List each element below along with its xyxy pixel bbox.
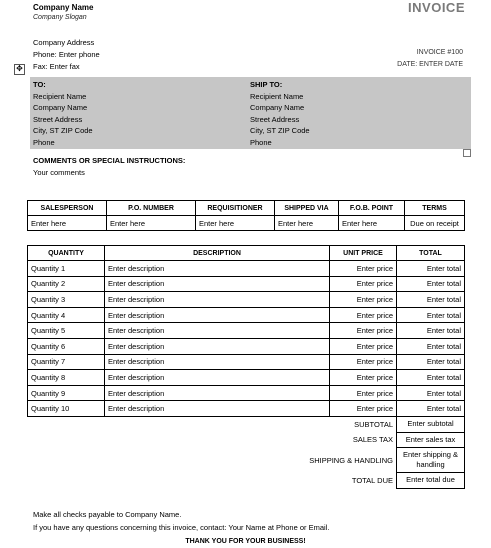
totals-row bbox=[28, 416, 465, 432]
terms-cell[interactable]: Due on receipt bbox=[405, 216, 465, 231]
description-cell[interactable]: Enter description bbox=[105, 401, 330, 417]
invoice-number[interactable]: INVOICE #100 bbox=[416, 49, 463, 56]
company-address[interactable]: Company Address bbox=[33, 38, 95, 47]
company-slogan[interactable]: Company Slogan bbox=[33, 14, 87, 21]
ship-to-block[interactable] bbox=[250, 79, 310, 149]
quantity-cell[interactable]: Quantity 5 bbox=[28, 323, 105, 339]
table-row bbox=[28, 401, 465, 417]
footer-contact-line[interactable]: If you have any questions concerning this invoice, contact: Your Name at Phone or Email. bbox=[33, 522, 330, 532]
company-fax[interactable]: Fax: Enter fax bbox=[33, 62, 80, 71]
unit-price-cell[interactable]: Enter price bbox=[330, 276, 397, 292]
footer-checks-line[interactable]: Make all checks payable to Company Name. bbox=[33, 510, 182, 519]
description-cell[interactable]: Enter description bbox=[105, 370, 330, 386]
total-cell[interactable]: Enter total bbox=[397, 354, 465, 370]
col-salesperson: SALESPERSON bbox=[28, 201, 107, 216]
table-row bbox=[28, 323, 465, 339]
company-name[interactable]: Company Name bbox=[33, 3, 94, 12]
totals-row bbox=[28, 448, 465, 473]
to-recipient[interactable]: Recipient Name bbox=[33, 91, 87, 101]
order-info-value-row bbox=[28, 216, 465, 231]
col-terms: TERMS bbox=[405, 201, 465, 216]
table-row bbox=[28, 354, 465, 370]
totals-label: TOTAL DUE bbox=[351, 475, 393, 485]
quantity-cell[interactable]: Quantity 4 bbox=[28, 307, 105, 323]
requisitioner-cell[interactable]: Enter here bbox=[196, 216, 275, 231]
order-info-table bbox=[27, 200, 465, 231]
unit-price-cell[interactable]: Enter price bbox=[330, 401, 397, 417]
totals-spacer bbox=[28, 448, 105, 473]
invoice-info bbox=[397, 47, 463, 70]
table-row bbox=[28, 276, 465, 292]
unit-price-cell[interactable]: Enter price bbox=[330, 323, 397, 339]
comments-label: COMMENTS OR SPECIAL INSTRUCTIONS: bbox=[33, 156, 186, 165]
total-cell[interactable]: Enter total bbox=[397, 385, 465, 401]
totals-row bbox=[28, 473, 465, 489]
comments-text[interactable]: Your comments bbox=[33, 168, 85, 177]
table-row bbox=[28, 292, 465, 308]
to-city[interactable]: City, ST ZIP Code bbox=[33, 126, 93, 136]
unit-price-cell[interactable]: Enter price bbox=[330, 261, 397, 277]
total-cell[interactable]: Enter total bbox=[397, 338, 465, 354]
quantity-cell[interactable]: Quantity 1 bbox=[28, 261, 105, 277]
invoice-title: INVOICE bbox=[408, 0, 465, 15]
col-fob-point: F.O.B. POINT bbox=[339, 201, 405, 216]
totals-label: SUBTOTAL bbox=[354, 419, 393, 429]
total-cell[interactable]: Enter total bbox=[397, 323, 465, 339]
unit-price-cell[interactable]: Enter price bbox=[330, 385, 397, 401]
to-street[interactable]: Street Address bbox=[33, 114, 83, 124]
ship-company[interactable]: Company Name bbox=[250, 103, 305, 113]
unit-price-cell[interactable]: Enter price bbox=[330, 338, 397, 354]
total-cell[interactable]: Enter total bbox=[397, 292, 465, 308]
order-info-header-row bbox=[28, 201, 465, 216]
quantity-cell[interactable]: Quantity 3 bbox=[28, 292, 105, 308]
unit-price-cell[interactable]: Enter price bbox=[330, 354, 397, 370]
unit-price-cell[interactable]: Enter price bbox=[330, 292, 397, 308]
quantity-cell[interactable]: Quantity 10 bbox=[28, 401, 105, 417]
invoice-date[interactable]: DATE: ENTER DATE bbox=[397, 60, 463, 68]
col-requisitioner: REQUISITIONER bbox=[196, 201, 275, 216]
quantity-cell[interactable]: Quantity 7 bbox=[28, 354, 105, 370]
description-cell[interactable]: Enter description bbox=[105, 338, 330, 354]
col-total: TOTAL bbox=[397, 246, 465, 261]
totals-value[interactable]: Enter subtotal bbox=[397, 416, 465, 432]
unit-price-cell[interactable]: Enter price bbox=[330, 307, 397, 323]
total-cell[interactable]: Enter total bbox=[397, 261, 465, 277]
description-cell[interactable]: Enter description bbox=[105, 354, 330, 370]
totals-label: SHIPPING & HANDLING bbox=[309, 455, 393, 465]
ship-street[interactable]: Street Address bbox=[250, 114, 300, 124]
description-cell[interactable]: Enter description bbox=[105, 307, 330, 323]
totals-spacer bbox=[28, 473, 105, 489]
ship-to-label: SHIP TO: bbox=[250, 80, 283, 89]
fob-point-cell[interactable]: Enter here bbox=[339, 216, 405, 231]
company-phone[interactable]: Phone: Enter phone bbox=[33, 50, 100, 59]
to-phone[interactable]: Phone bbox=[33, 137, 55, 147]
table-resize-handle-icon[interactable] bbox=[463, 149, 471, 157]
totals-label: SALES TAX bbox=[352, 435, 393, 445]
company-address-block[interactable] bbox=[33, 37, 100, 73]
thank-you-message: THANK YOU FOR YOUR BUSINESS! bbox=[185, 538, 306, 545]
table-row bbox=[28, 261, 465, 277]
table-row bbox=[28, 307, 465, 323]
col-shipped-via: SHIPPED VIA bbox=[275, 201, 339, 216]
description-cell[interactable]: Enter description bbox=[105, 261, 330, 277]
col-quantity: QUANTITY bbox=[28, 246, 105, 261]
totals-spacer bbox=[28, 432, 105, 448]
total-cell[interactable]: Enter total bbox=[397, 276, 465, 292]
total-cell[interactable]: Enter total bbox=[397, 401, 465, 417]
po-number-cell[interactable]: Enter here bbox=[107, 216, 196, 231]
totals-value[interactable]: Enter total due bbox=[397, 473, 465, 489]
quantity-cell[interactable]: Quantity 2 bbox=[28, 276, 105, 292]
total-cell[interactable]: Enter total bbox=[397, 307, 465, 323]
to-company[interactable]: Company Name bbox=[33, 103, 88, 113]
shipped-via-cell[interactable]: Enter here bbox=[275, 216, 339, 231]
description-cell[interactable]: Enter description bbox=[105, 276, 330, 292]
quantity-cell[interactable]: Quantity 6 bbox=[28, 338, 105, 354]
totals-value[interactable]: Enter shipping & handling bbox=[397, 448, 465, 473]
ship-phone[interactable]: Phone bbox=[250, 137, 272, 147]
col-unit-price: UNIT PRICE bbox=[330, 246, 397, 261]
ship-recipient[interactable]: Recipient Name bbox=[250, 91, 304, 101]
line-items-header-row bbox=[28, 246, 465, 261]
unit-price-cell[interactable]: Enter price bbox=[330, 370, 397, 386]
totals-row bbox=[28, 432, 465, 448]
total-cell[interactable]: Enter total bbox=[397, 370, 465, 386]
salesperson-cell[interactable]: Enter here bbox=[28, 216, 107, 231]
line-items-table bbox=[27, 245, 465, 489]
description-cell[interactable]: Enter description bbox=[105, 323, 330, 339]
col-po-number: P.O. NUMBER bbox=[107, 201, 196, 216]
description-cell[interactable]: Enter description bbox=[105, 292, 330, 308]
table-row bbox=[28, 370, 465, 386]
totals-value[interactable]: Enter sales tax bbox=[397, 432, 465, 448]
footer-notes bbox=[33, 509, 329, 534]
table-move-handle-icon[interactable]: ✥ bbox=[14, 64, 25, 75]
bill-to-block[interactable] bbox=[33, 79, 93, 149]
quantity-cell[interactable]: Quantity 9 bbox=[28, 385, 105, 401]
ship-city[interactable]: City, ST ZIP Code bbox=[250, 126, 310, 136]
table-row bbox=[28, 338, 465, 354]
totals-spacer bbox=[28, 416, 105, 432]
to-label: TO: bbox=[33, 80, 46, 89]
description-cell[interactable]: Enter description bbox=[105, 385, 330, 401]
table-row bbox=[28, 385, 465, 401]
col-description: DESCRIPTION bbox=[105, 246, 330, 261]
quantity-cell[interactable]: Quantity 8 bbox=[28, 370, 105, 386]
comments-block[interactable] bbox=[33, 155, 185, 179]
